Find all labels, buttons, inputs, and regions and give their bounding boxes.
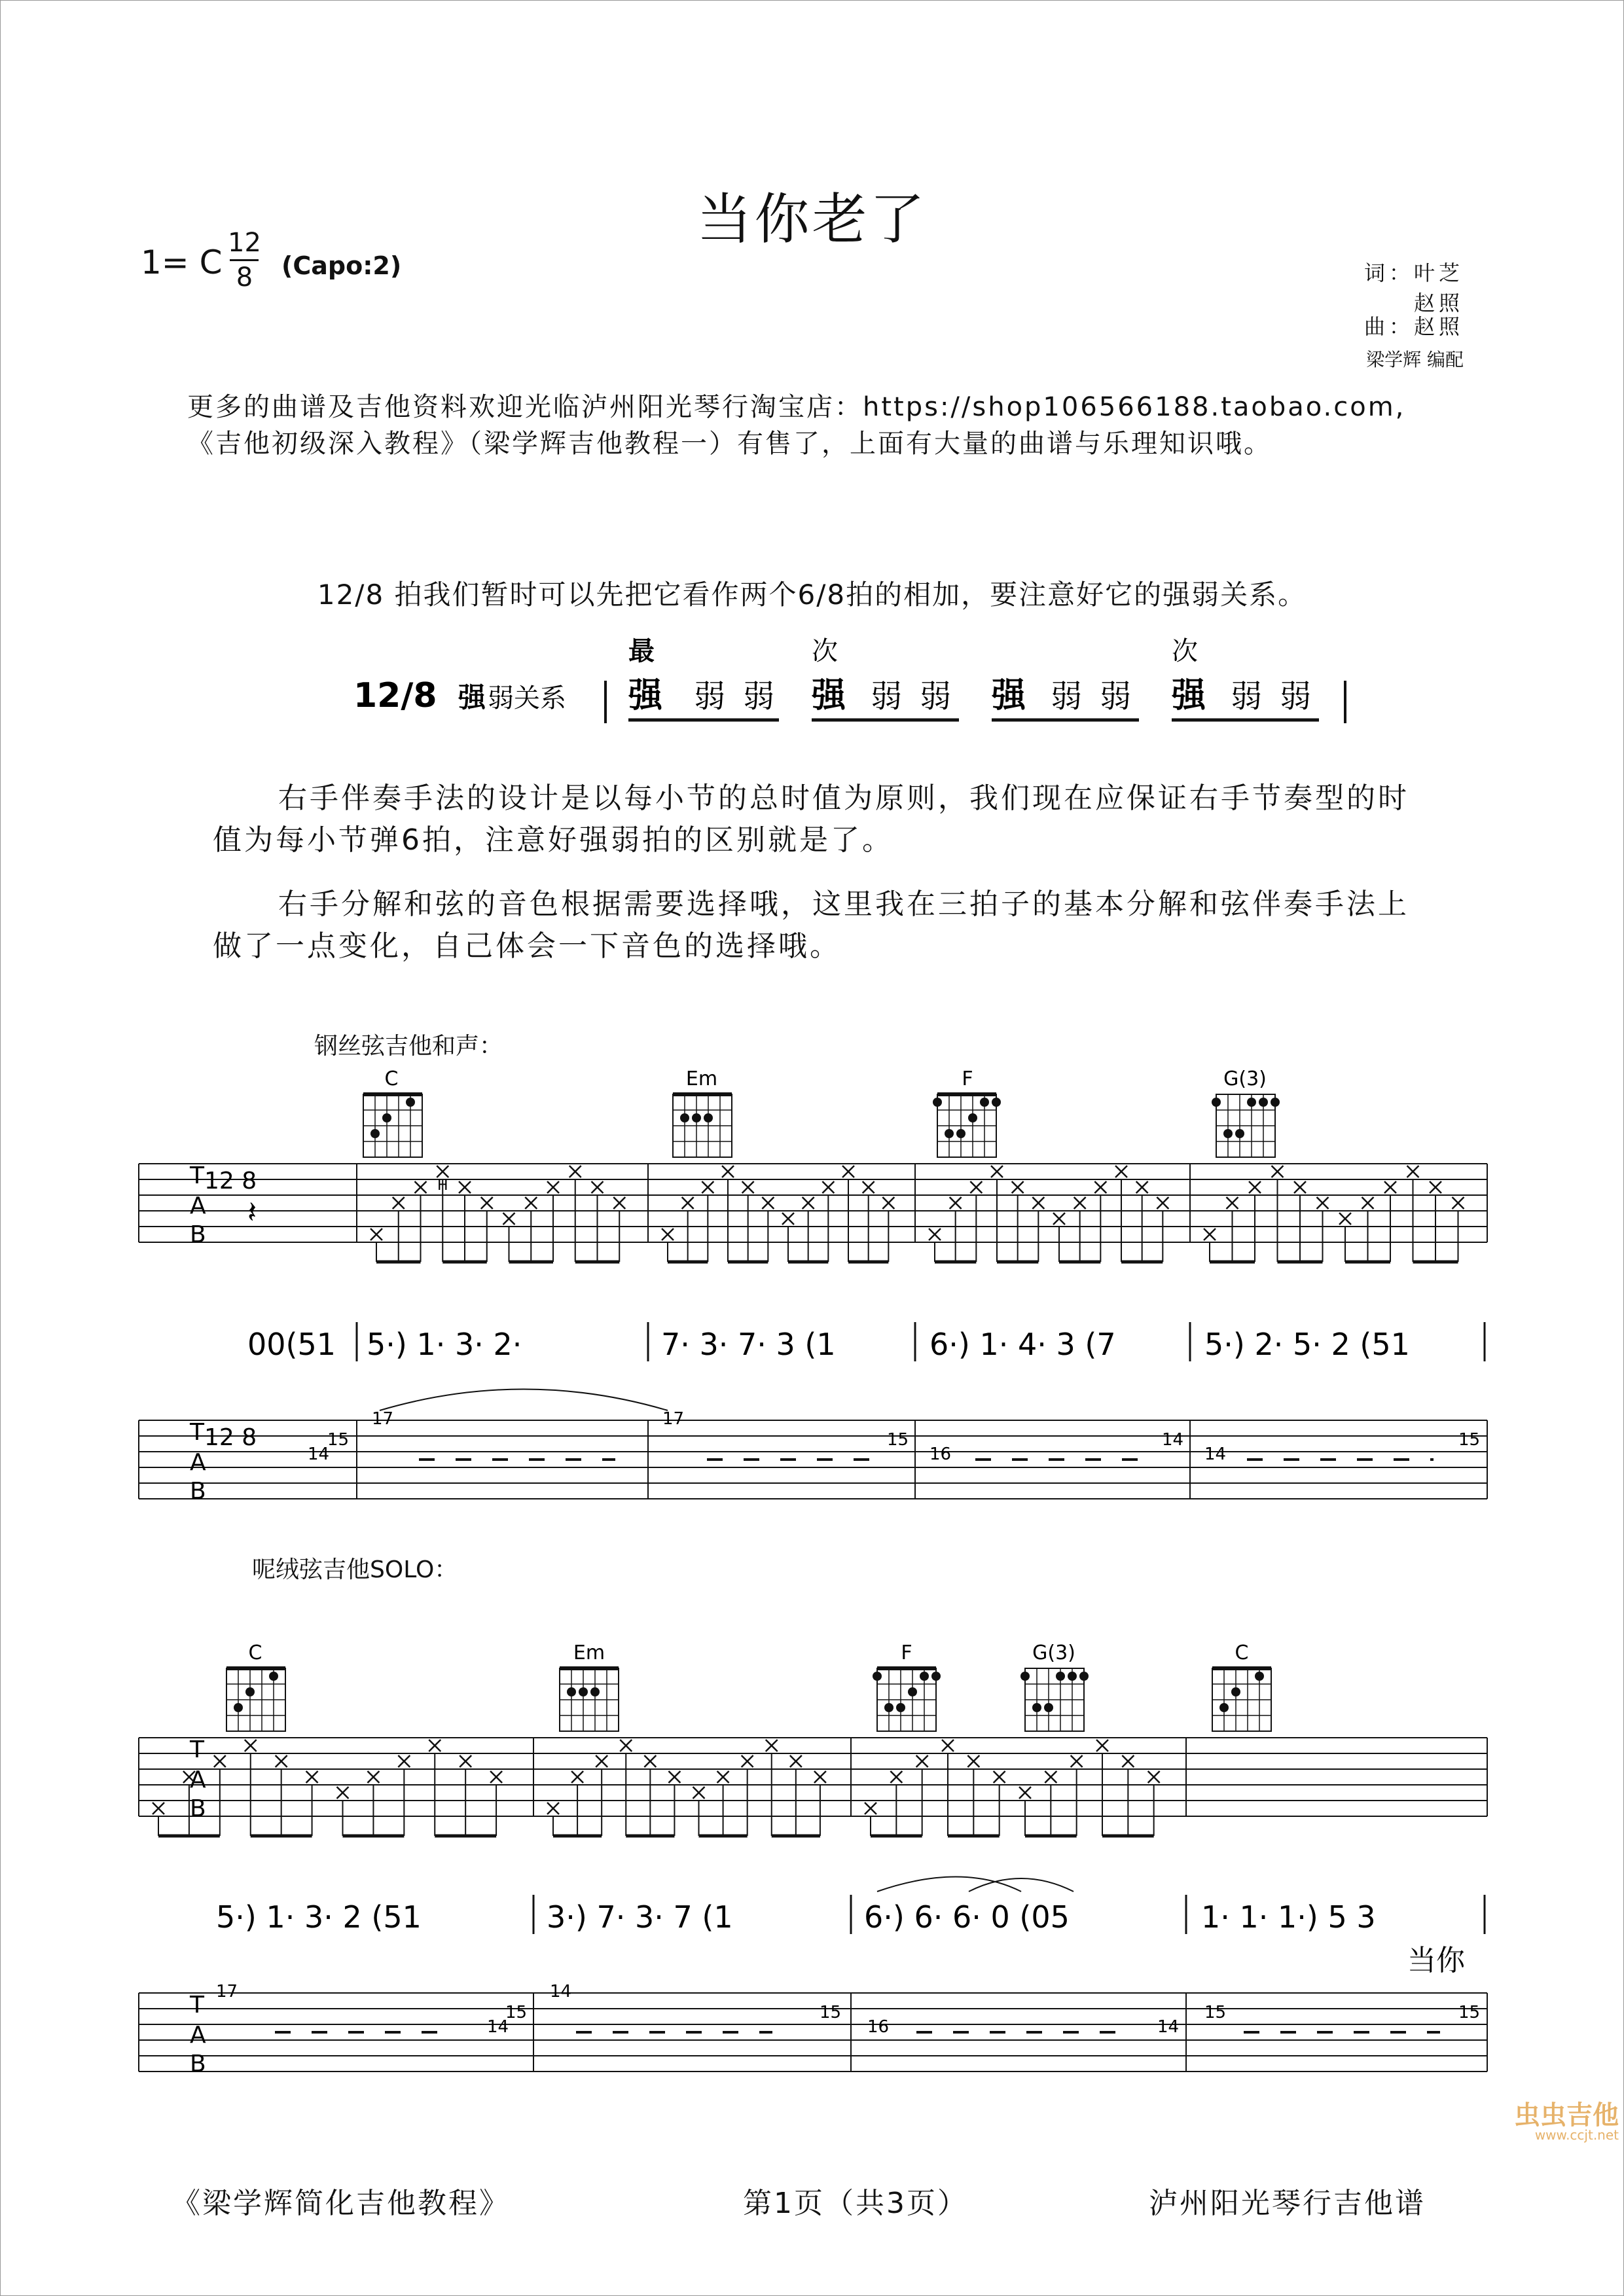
group-top-label: 次 [1172, 636, 1198, 666]
beat-weak: 弱 [1100, 678, 1132, 715]
tab-time-sig: 12 8 [204, 1168, 257, 1194]
fret-number: 15 [820, 2003, 842, 2022]
fret-number: 17 [216, 1982, 238, 2001]
tab-letter-b: B [190, 1478, 206, 1505]
strength-label-strong: 强 [458, 681, 486, 713]
tab-letter-t: T [190, 1162, 204, 1189]
tab-letter-t: T [190, 1419, 204, 1446]
fret-number: 14 [308, 1444, 330, 1464]
tab-staff-accompaniment [139, 1164, 1487, 1242]
beat-strong: 强 [628, 676, 663, 715]
beat-weak: 弱 [920, 678, 952, 715]
notice-line-2: 《吉他初级深入教程》（梁学辉吉他教程一）有售了，上面有大量的曲谱与乐理知识哦。 [187, 429, 1272, 459]
tab-letter-t: T [190, 1992, 204, 2018]
fret-number: 15 [1204, 2003, 1227, 2022]
chord-name: G(3) [1223, 1067, 1267, 1090]
page-title: 当你老了 [696, 187, 928, 251]
beat-weak: 弱 [1051, 678, 1083, 715]
chord-name: Em [573, 1641, 605, 1664]
beat-weak: 弱 [743, 678, 775, 715]
strength-group-3 [991, 676, 1139, 720]
fret-number: 16 [929, 1444, 952, 1464]
chord-diagram-f [933, 1067, 1001, 1157]
jianpu-row-2 [216, 1899, 1376, 1935]
fret-number: 17 [372, 1409, 394, 1429]
fret-number: 17 [662, 1409, 685, 1429]
jianpu-measure: 00(51 [247, 1327, 336, 1362]
fret-number: 15 [505, 2003, 528, 2022]
beat-strong: 强 [812, 676, 846, 715]
paragraph-2: 右手分解和弦的音色根据需要选择哦，这里我在三拍子的基本分解和弦伴奏手法上做了一点变化，自己体会一下音色的选择哦。 [213, 888, 1409, 963]
tab-staff-accompaniment-2 [139, 1738, 1487, 1816]
watermark-logo: 虫虫吉他 [1514, 2100, 1619, 2130]
hammer-on-mark: H [437, 1177, 448, 1194]
fret-number: 15 [887, 1430, 909, 1450]
chord-diagram-em [560, 1641, 619, 1731]
beat-strong: 强 [1172, 676, 1206, 715]
tab-letter-t: T [190, 1736, 204, 1763]
strength-label-rest: 弱关系 [488, 683, 566, 713]
beat-weak: 弱 [1280, 678, 1312, 715]
beat-weak: 弱 [871, 678, 903, 715]
chord-name: C [248, 1641, 262, 1664]
time-sig-bottom: 8 [236, 262, 253, 293]
capo-marking: (Capo:2) [281, 251, 402, 280]
jianpu-row-1 [247, 1327, 1410, 1362]
group-top-label: 次 [812, 636, 838, 666]
jianpu-measure: 5·) 1· 3· 2· [367, 1327, 522, 1362]
chord-diagram-f [873, 1641, 941, 1731]
fret-number: 16 [867, 2017, 890, 2037]
lyricist-credit: 词：叶芝 [1363, 260, 1464, 285]
chord-diagram-c [363, 1067, 422, 1157]
composer-credit: 曲：赵照 [1363, 314, 1464, 339]
notice-line-1: 更多的曲谱及吉他资料欢迎光临泸州阳光琴行淘宝店：https://shop106566188.taobao.com, [187, 392, 1406, 422]
chord-name: F [962, 1067, 973, 1090]
fret-number: 14 [1204, 1444, 1227, 1464]
time-sig-top: 12 [228, 228, 261, 258]
music-system-2 [0, 1640, 1624, 2111]
lyricist2-credit: 赵照 [1413, 291, 1464, 315]
tab-letter-a: A [190, 1449, 206, 1476]
strength-group-1 [628, 636, 779, 720]
tab-time-sig: 12 8 [204, 1424, 257, 1451]
footer-right: 泸州阳光琴行吉他谱 [1149, 2187, 1426, 2220]
tab-letter-b: B [190, 1795, 206, 1822]
chord-name: C [1235, 1641, 1249, 1664]
chord-name: F [901, 1641, 912, 1664]
footer-left: 《梁学辉简化吉他教程》 [171, 2187, 510, 2220]
fret-number: 14 [550, 1982, 572, 2001]
tab-letter-b: B [190, 2051, 206, 2077]
jianpu-measure: 7· 3· 7· 3 (1 [661, 1327, 836, 1362]
tab-letter-a: A [190, 1193, 206, 1219]
beat-strong: 强 [992, 676, 1026, 715]
fret-number: 15 [327, 1430, 350, 1450]
group-top-label: 最 [628, 636, 655, 666]
tab-letter-a: A [190, 2022, 206, 2049]
picking-pattern [153, 1740, 1160, 1836]
fret-number: 14 [1162, 1430, 1184, 1450]
jianpu-measure: 3·) 7· 3· 7 (1 [547, 1899, 733, 1935]
fret-number: 14 [487, 2017, 509, 2037]
rest-symbol: 𝄽 [247, 1194, 257, 1230]
fret-number: 15 [1458, 1430, 1481, 1450]
beat-weak: 弱 [1231, 678, 1263, 715]
section-2-label: 呢绒弦吉他SOLO： [252, 1556, 458, 1583]
jianpu-measure: 5·) 2· 5· 2 (51 [1204, 1327, 1410, 1362]
chord-diagram-c [226, 1641, 285, 1731]
fret-number: 14 [1157, 2017, 1180, 2037]
meter-note: 12/8 拍我们暂时可以先把它看作两个6/8拍的相加，要注意好它的强弱关系。 [317, 579, 1307, 611]
chord-diagram-c-2 [1212, 1641, 1271, 1731]
chord-name: C [384, 1067, 399, 1090]
chord-diagram-g3 [1212, 1067, 1280, 1157]
jianpu-measure: 6·) 6· 6· 0 (05 [864, 1899, 1070, 1935]
beat-weak: 弱 [694, 678, 726, 715]
arranger-credit: 梁学辉 编配 [1366, 349, 1464, 370]
chord-name: Em [685, 1067, 718, 1090]
footer-center: 第1页（共3页） [743, 2187, 968, 2220]
strength-group-2 [811, 636, 959, 720]
picking-pattern [370, 1166, 1464, 1262]
jianpu-measure: 6·) 1· 4· 3 (7 [929, 1327, 1116, 1362]
jianpu-measure: 5·) 1· 3· 2 (51 [216, 1899, 422, 1935]
jianpu-measure: 1· 1· 1·) 5 3 [1201, 1899, 1376, 1935]
lyric-text: 当你 [1407, 1944, 1465, 1977]
chord-diagram-em [673, 1067, 732, 1157]
tab-letter-a: A [190, 1767, 206, 1793]
tab-letter-b: B [190, 1221, 206, 1248]
chord-name: G(3) [1032, 1641, 1075, 1664]
fret-number: 15 [1458, 2003, 1481, 2022]
paragraph-1: 右手伴奏手法的设计是以每小节的总时值为原则，我们现在应保证右手节奏型的时值为每小节弹6拍，注意好强弱拍的区别就是了。 [213, 781, 1409, 857]
time-signature [228, 228, 261, 293]
watermark-url: www.ccjt.net [1534, 2127, 1619, 2143]
chord-diagram-g3 [1020, 1641, 1089, 1731]
key-signature: 1= C [141, 243, 223, 281]
strength-label-num: 12/8 [353, 676, 437, 715]
music-system-1 [0, 1060, 1624, 1538]
strength-diagram [0, 628, 1624, 740]
strength-group-4 [1171, 636, 1319, 720]
section-1-label: 钢丝弦吉他和声： [314, 1033, 503, 1060]
